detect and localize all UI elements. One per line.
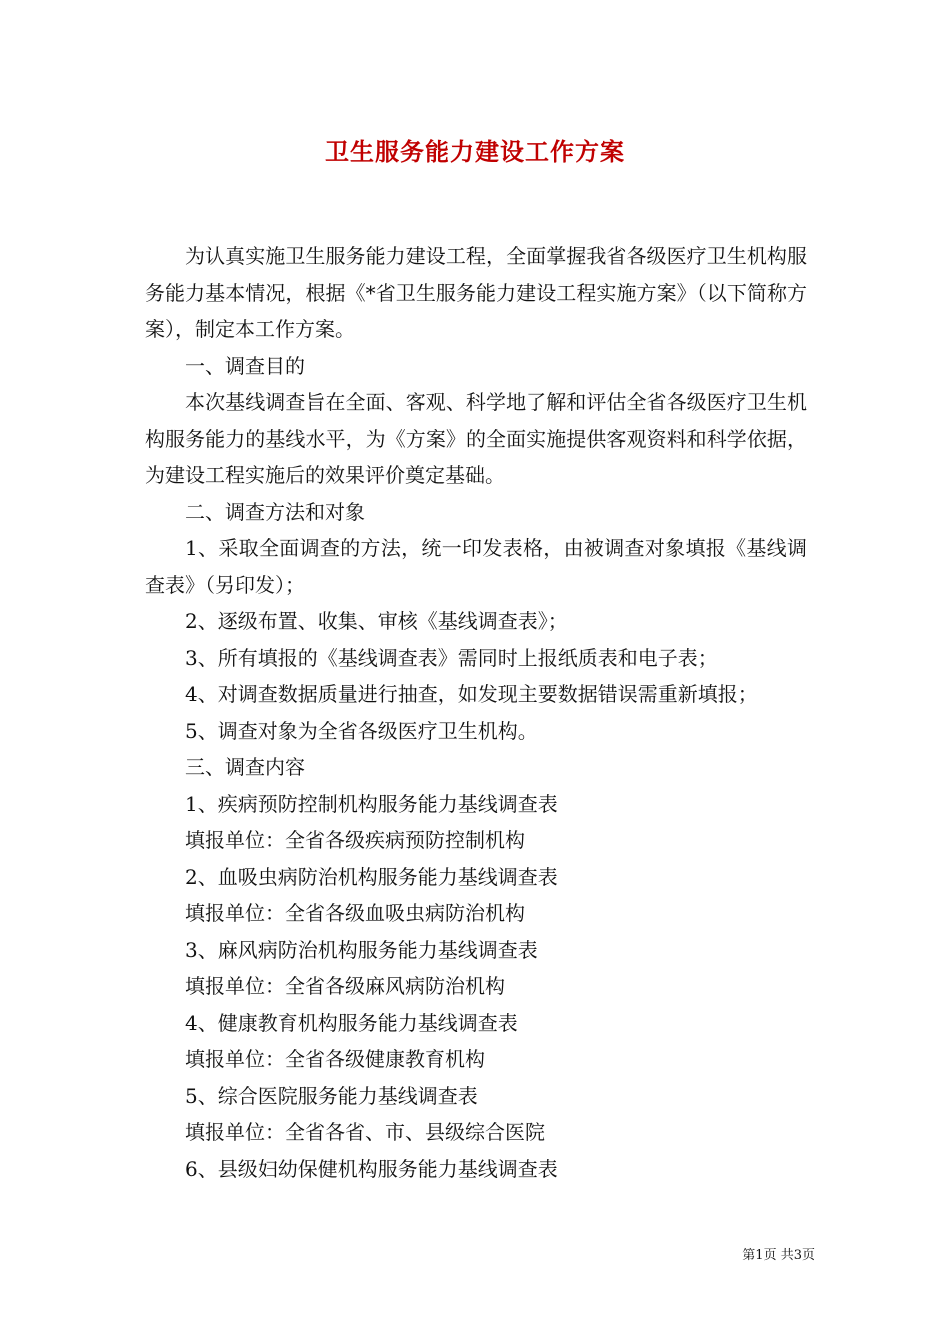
paragraph-purpose: 本次基线调查旨在全面、客观、科学地了解和评估全省各级医疗卫生机构服务能力的基线水平，为《方案》的全面实施提供客观资料和科学依据，为建设工程实施后的效果评价奠定基础。 [145,390,807,487]
page-mid-label: 页 共 [763,1248,794,1263]
reporting-unit-3: 填报单位：全省各级麻风病防治机构 [185,974,505,998]
list-item-content-1: 1、疾病预防控制机构服务能力基线调查表 [185,791,558,816]
list-item-method-1: 1、采取全面调查的方法，统一印发表格，由被调查对象填报《基线调查表》（另印发）； [145,536,807,597]
list-item-method-4: 4、对调查数据质量进行抽查，如发现主要数据错误需重新填报； [185,682,758,706]
page-suffix: 页 [801,1248,815,1263]
heading-section-2: 二、调查方法和对象 [185,499,365,524]
list-item-content-6: 6、县级妇幼保健机构服务能力基线调查表 [185,1156,558,1181]
page-number: 1 [755,1248,764,1263]
heading-section-3: 三、调查内容 [185,755,305,779]
page-footer [705,1248,815,1264]
list-item-method-5: 5、调查对象为全省各级医疗卫生机构。 [185,718,538,743]
heading-section-1: 一、调查目的 [185,353,305,378]
list-item-method-3: 3、所有填报的《基线调查表》需同时上报纸质表和电子表； [185,645,718,670]
document-title: 卫生服务能力建设工作方案 [325,137,625,166]
list-item-content-2: 2、血吸虫病防治机构服务能力基线调查表 [185,864,558,889]
document-body [145,238,807,1187]
list-item-method-2: 2、逐级布置、收集、审核《基线调查表》； [185,609,568,633]
reporting-unit-2: 填报单位：全省各级血吸虫病防治机构 [185,901,525,925]
reporting-unit-1: 填报单位：全省各级疾病预防控制机构 [185,828,525,852]
list-item-content-5: 5、综合医院服务能力基线调查表 [185,1083,478,1108]
page-total: 3 [793,1248,802,1263]
page-label: 第 [742,1248,756,1263]
reporting-unit-5: 填报单位：全省各省、市、县级综合医院 [185,1120,545,1144]
paragraph-intro: 为认真实施卫生服务能力建设工程，全面掌握我省各级医疗卫生机构服务能力基本情况，根据《*省卫生服务能力建设工程实施方案》（以下简称方案），制定本工作方案。 [145,244,807,341]
list-item-content-4: 4、健康教育机构服务能力基线调查表 [185,1010,518,1035]
list-item-content-3: 3、麻风病防治机构服务能力基线调查表 [185,937,538,962]
reporting-unit-4: 填报单位：全省各级健康教育机构 [185,1047,485,1071]
